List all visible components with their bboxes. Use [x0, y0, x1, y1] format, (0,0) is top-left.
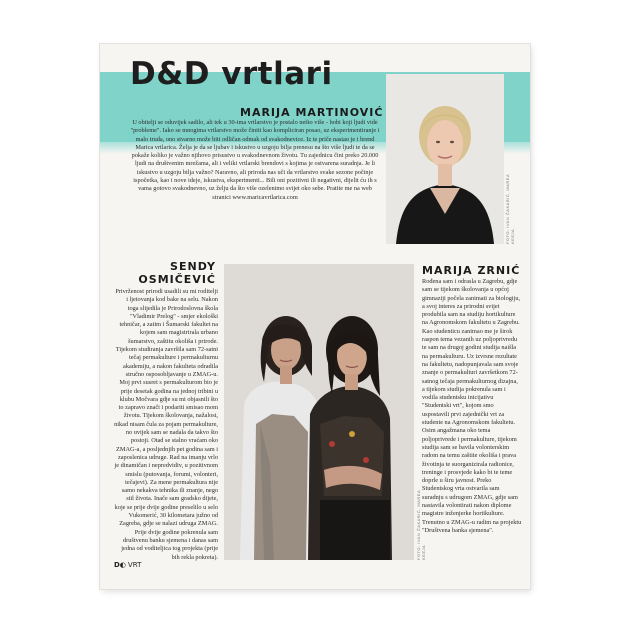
portrait-illustration	[386, 74, 504, 244]
page-footer	[114, 561, 141, 569]
photo-credit-top: FOTO: IVAN ČAKARIĆ, MAREA KEEJA	[505, 174, 515, 244]
section-label: VRT	[127, 561, 142, 569]
page-title: D&D vrtlari	[130, 56, 333, 92]
marija-zrnic-name: MARIJA ZRNIĆ	[422, 264, 521, 277]
magazine-logo: D◐	[114, 561, 126, 569]
sendy-name-line1: SENDY	[170, 260, 216, 273]
marija-zrnic-text: Rođena sam i odrasla u Zagrebu, gdje sam se tijekom školovanja u općoj gimnaziji počela zanimati za biologiju, a svoj interes za prirodni svijet produbila sam na studiju hortikulture na Agronomskom fakultetu u Zagrebu. Kao studenticu zanimao me je širok raspon tema vezanih uz poljoprivredu te sam na drugoj godini studija naišla na permakulturu. Uz izvrsne rezultate na fakultetu, nadopunjavala sam svoje znanje o permakulturi završetkom 72-satnog tečaja permakulturnog dizajna, a tijekom studija pokrenula sam i vodila studentsku inicijativu "Studentski vrt", kojom smo uspostavili prvi zajednički vrt za studente na Agronomskom fakultetu. Osim angažmana oko tema poljoprivrede i permakulture, tijekom studija sam se bavila volonterskim radom na temu zaštite okoliša i prava životinja te suorganizirala radionice, treninge i prosvjede kako bi te teme doprle u širu javnost. Preko Studentskog vrta ostvarila sam suradnju s udrugom ZMAG, gdje sam nastavila volontirati nakon diplome magistre inženjerke hortikulture. Trenutno u ZMAG-u radim na projektu "Društvena banka sjemena".	[422, 278, 522, 534]
marija-martinovic-text: U obitelji se oduvijek sadilo, ali tek u 30-ima vrtlarstvo je postalo nešto više - hobi koji ljudi vide "probleme". Iako se mnogima vrtlarstvo može činiti kao kompliciran posao, uz eksperimentiranje i malo truda, ono stvarno može biti odličan odmak od svakodnevice. Iz te priče nastao je i brend Marica vrtlarica. Želja je da se ljubav i iskustvo u uzgoju bilja prenesu na što više ljudi te da se pokaže koliko je važno njihovo prisustvo u svakodnevnom životu. Tu zajednicu čini preko 20.000 ljudi na društvenim mrežama, ali i veliki vrtlarski brendovi s kojima je ostvarena suradnja. Je li iskustvo u uzgoju bilja važno? Naravno, ali priroda nas uči da vrtlarstvo svake sezone počinje ispočetka, kao i nove ideje, iskustva, eksperimenti... Bili oni pozitivni ili negativni, dijelit ću ih s vama gotovo svakodnevno, uz želju da što više ozelenimo svijet oko sebe. Pratite me na web stranici www.maricavrtlarica.com	[130, 119, 380, 201]
sendy-name-line2: OSMIČEVIĆ	[138, 273, 216, 286]
magazine-page	[100, 44, 530, 589]
sendy-text: Privrženost prirodi usadili su mi roditelji i ljetovanja kod bake na selu. Nakon toga slijedila je Prirodoslovna škola "Vladimir Prelog" - smjer ekološki tehničar, a zatim i Šumarski fakultet na kojem sam magistrirala urbano šumarstvo, zaštitu okoliša i prirode. Tijekom studiranja završila sam 72-satni tečaj permakulture i permakulturnu akademiju, a nakon fakulteta odradila stručno osposobljavanje u ZMAG-u. Moj prvi susret s permakulturom bio je prije desetak godina na jednoj tribini u klubu Močvara gdje su mi objasnili što to zapravo znači i podariti smisao mom životu. Tijekom školovanja, nažalost, nikad nisam čula za pojam permakulture, no uvijek sam se nadala da takvo što postoji. Otad se stalno vraćam oko ZMAG-a, a posljednjih pet godina sam i zaposlenica udruge. Rad na imanju vrlo je dinamičan i nepredvidiv, u pozitivnom smislu (putovanja, forumi, volonteri, tečajevi). Za mene permakultura nije samo nekakva tehnika ili znanje, nego stil života. Inače sam gradsko dijete, koje se prije dvije godine preselilo u selo Vukomerić, 30 kilometara južno od Zagreba, gdje se nalazi udruga ZMAG. Prije dvije godine pokrenula sam društvenu banku sjemena i danas sam jedna od voditeljica tog projekta (prije bih rekla pokreta).	[114, 288, 218, 561]
group-portrait-illustration	[224, 264, 414, 560]
photo-credit-group: FOTO: IVAN ČAKARIĆ, MAREA KEEJA	[416, 490, 426, 560]
marija-martinovic-photo	[386, 74, 504, 244]
marija-martinovic-name: MARIJA MARTINOVIĆ	[240, 106, 384, 119]
group-photo	[224, 264, 414, 560]
